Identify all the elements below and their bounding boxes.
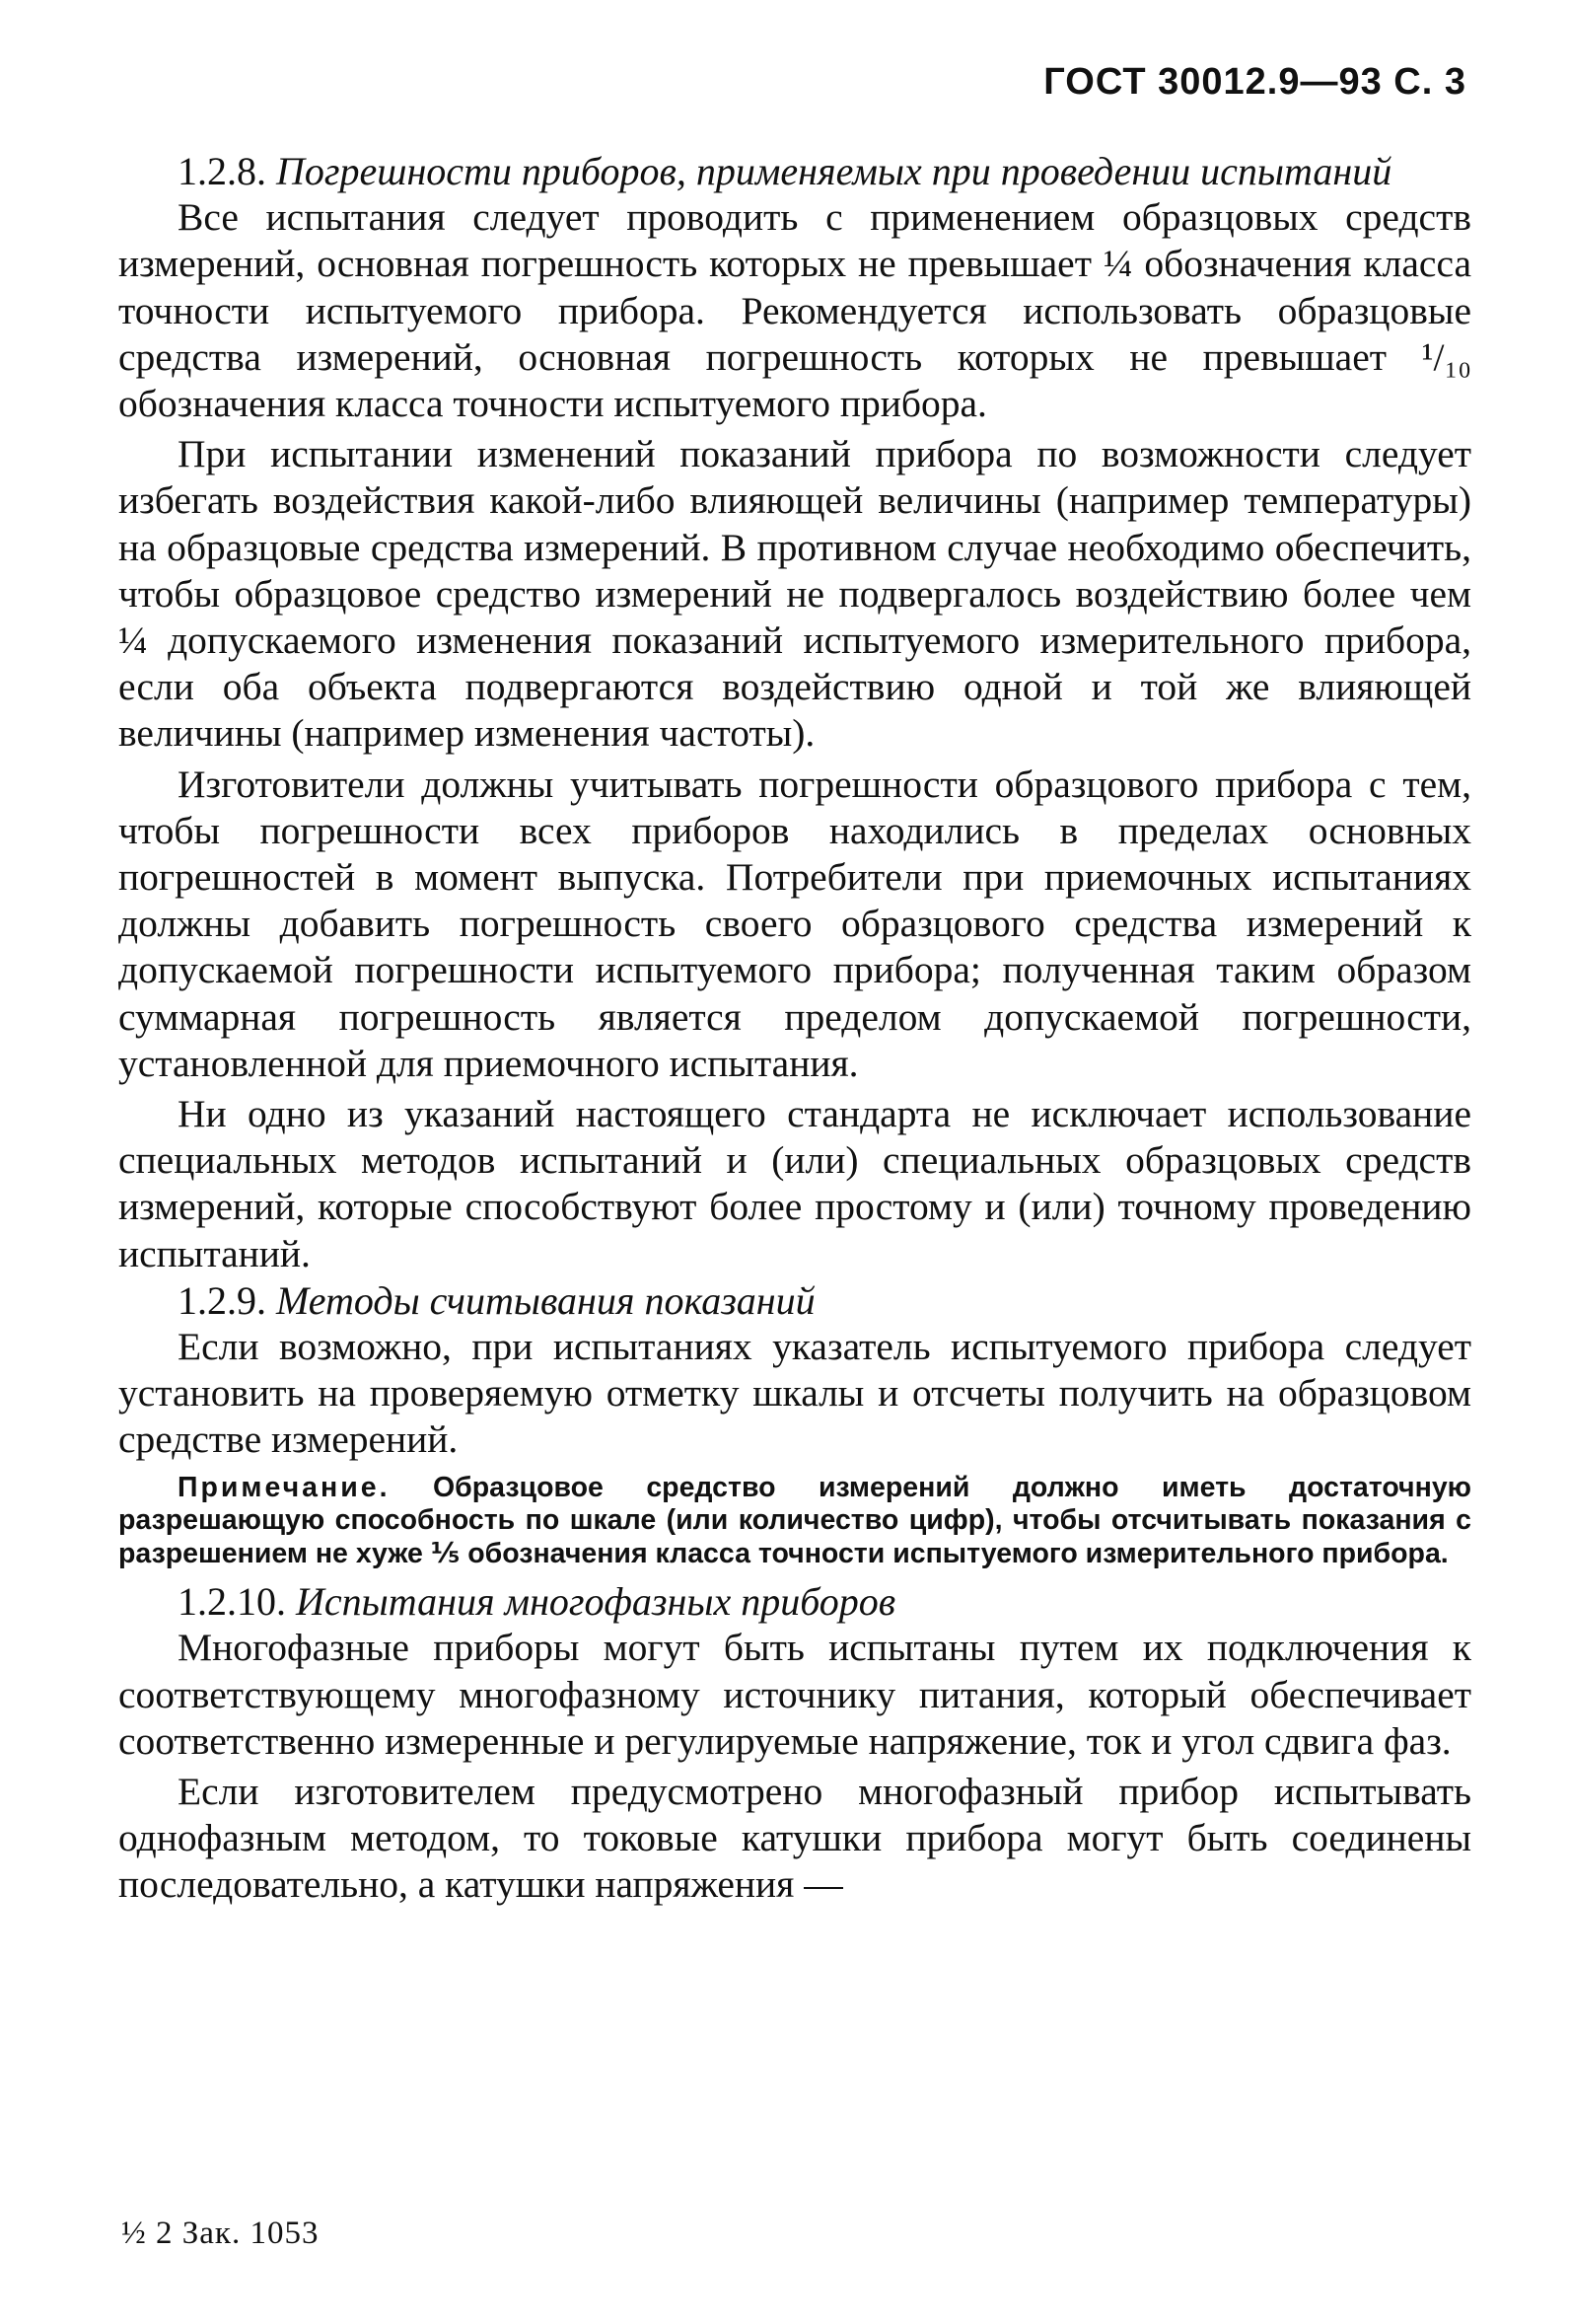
section-number: 1.2.9. (178, 1277, 266, 1323)
paragraph: Ни одно из указаний настоящего стандарта не исключает использование специальных методов испытаний и (или) специальных образцовых средств измерений, которые способствуют более простому и (или) точному проведению испытаний. (118, 1092, 1471, 1275)
section-title: Погрешности приборов, применяемых при проведении испытаний (276, 149, 1392, 193)
running-header: ГОСТ 30012.9—93 С. 3 (1043, 61, 1466, 103)
note-text: Образцовое средство измерений должно иметь достаточную разрешающую способность по шкале (или количество цифр), чтобы отсчитывать показания с разрешением не хуже ⅕ обозначения класса точности испытуемого измерительного прибора. (118, 1471, 1472, 1569)
section-heading-1-2-8 (118, 148, 1471, 194)
paragraph: Изготовители должны учитывать погрешности образцового прибора с тем, чтобы погрешности всех приборов находились в пределах основных погрешностей в момент выпуска. Потребители при приемочных испытаниях должны добавить погрешность своего образцового средства измерений к допускаемой погрешности испытуемого прибора; полученная таким образом суммарная погрешность является пределом допускаемой погрешности, установленной для приемочного испытания. (118, 762, 1471, 1085)
paragraph: Многофазные приборы могут быть испытаны путем их подключения к соответствующему многофазному источнику питания, который обеспечивает соответственно измеренные и регулируемые напряжение, ток и угол сдвига фаз. (118, 1626, 1471, 1763)
paragraph: Если изготовителем предусмотрено многофазный прибор испытывать однофазным методом, то токовые катушки прибора могут быть соединены последовательно, а катушки напряжения — (118, 1770, 1471, 1907)
section-number: 1.2.8. (178, 149, 266, 193)
paragraph: Все испытания следует проводить с применением образцовых средств измерений, основная погрешность которых не превышает ¼ обозначения класса точности испытуемого прибора. Рекомендуется использовать образцовые средства измерений, основная погрешность которых не превышает ¹/₁₀ обозначения класса точности испытуемого прибора. (118, 195, 1471, 426)
section-heading-1-2-10 (118, 1578, 1471, 1625)
section-title: Методы считывания показаний (276, 1277, 816, 1323)
section-heading-1-2-9 (118, 1277, 1471, 1324)
page-content (118, 148, 1471, 1909)
section-number: 1.2.10. (178, 1579, 286, 1625)
note (118, 1472, 1471, 1571)
page-footer-order-mark: ½ 2 Зак. 1053 (121, 2215, 320, 2251)
paragraph: При испытании изменений показаний прибора по возможности следует избегать воздействия какой-либо влияющей величины (например температуры) на образцовые средства измерений. В противном случае необходимо обеспечить, чтобы образцовое средство измерений не подвергалось воздействию более чем ¼ допускаемого изменения показаний испытуемого измерительного прибора, если оба объекта подвергаются воздействию одной и той же влияющей величины (например изменения частоты). (118, 432, 1471, 756)
paragraph: Если возможно, при испытаниях указатель испытуемого прибора следует установить на проверяемую отметку шкалы и отсчеты получить на образцовом средстве измерений. (118, 1325, 1471, 1462)
section-title: Испытания многофазных приборов (296, 1579, 896, 1625)
note-label: Примечание. (178, 1471, 391, 1503)
